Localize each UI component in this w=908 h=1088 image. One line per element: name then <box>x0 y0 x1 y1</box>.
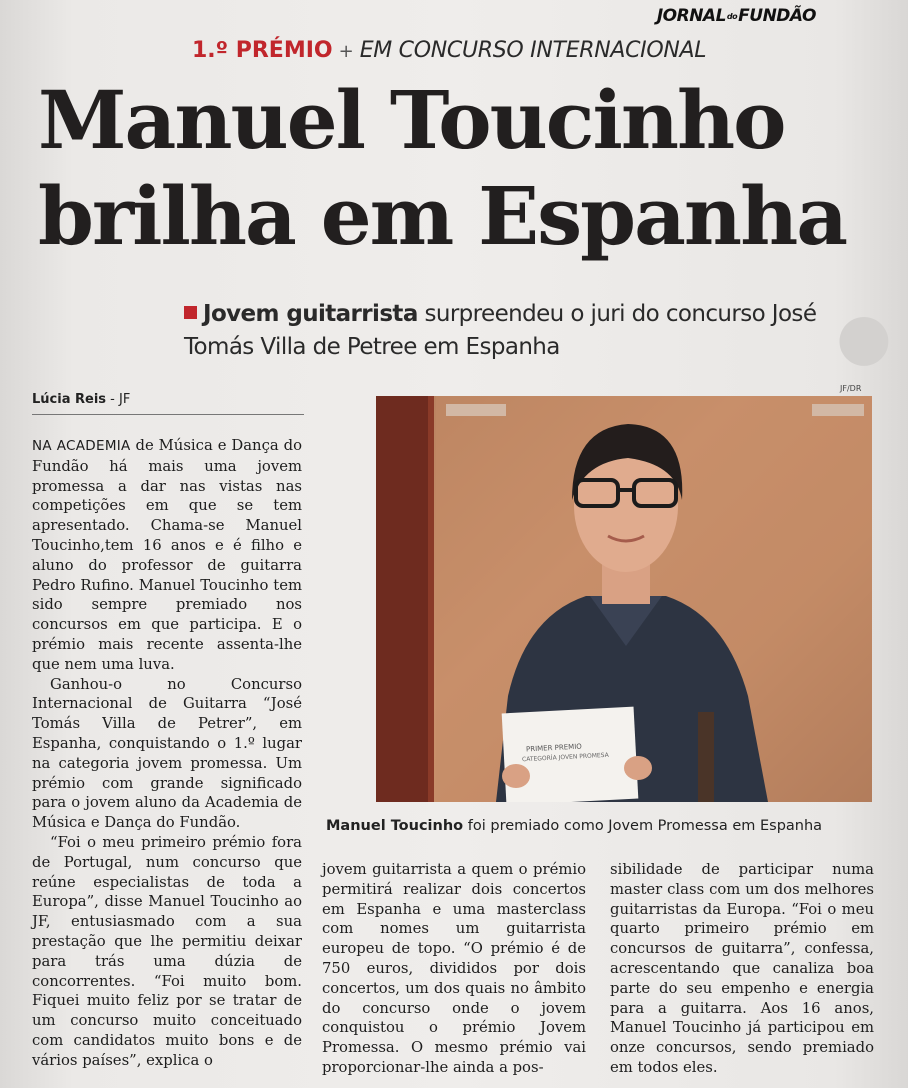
masthead-name-small: do <box>726 11 738 21</box>
article-paragraph-text: de Música e Dança do Fundão há mais uma jovem promessa a dar nas vistas nas competições em que se tem apresentado. Chama-se Manuel Toucinho,tem 16 anos e é filho e aluno do professor de guitarra Pedro Rufino. Manuel Toucinho tem sido sempre premiado nos concursos em que participa. E o prémio mais recente assenta-lhe que nem uma luva. <box>32 437 302 673</box>
article-paragraph <box>32 436 302 675</box>
article-paragraph: Ganhou-o no Concurso Internacional de Guitarra “José Tomás Villa de Petrer”, em Espanha, conquistando o 1.º lugar na categoria jovem promessa. Um prémio com grande significado para o jovem aluno da Academia de Música e Dança do Fundão. <box>32 675 302 832</box>
kicker-topic: EM CONCURSO INTERNACIONAL <box>359 38 707 63</box>
byline <box>32 392 130 407</box>
article-column-3 <box>610 860 874 1078</box>
article-column-1 <box>32 436 302 1071</box>
certificate-title: PRIMER PREMIO <box>525 742 582 754</box>
masthead <box>657 6 816 26</box>
article-paragraph: jovem guitarrista a quem o prémio permitirá realizar dois concertos em Espanha e uma masterclass com nomes um guitarrista europeu de topo. “O prémio é de 750 euros, divididos por dois concertos, um dos quais no âmbito do concurso onde o jovem conquistou o prémio Jovem Promessa. O mesmo prémio vai proporcionar-lhe ainda a pos- <box>322 861 586 1076</box>
subheadline-rest: surpreendeu o juri do concurso José Tomás Villa de Petree em Espanha <box>184 301 817 360</box>
headline-line-2: brilha em Espanha <box>38 169 847 263</box>
masthead-name-part1: JORNAL <box>656 6 726 26</box>
article-paragraph: “Foi o meu primeiro prémio fora de Portugal, num concurso que reúne especialistas de toda a Europa”, disse Manuel Toucinho ao JF, entusiasmado com a sua prestação que lhe permitiu deixar para trás uma dúzia de concorrentes. “Foi muito bom. Fiquei muito feliz por se tratar de um concurso muito conceituado com candidatos muito bons e de vários países”, explica o <box>32 833 302 1069</box>
portrait-illustration <box>376 396 872 802</box>
masthead-name-part2: FUNDÃO <box>738 6 816 26</box>
byline-separator: - <box>110 392 115 407</box>
kicker-prize: 1.º PRÉMIO <box>192 38 333 63</box>
article-drop-caps: NA ACADEMIA <box>32 438 131 454</box>
red-square-bullet-icon <box>184 306 197 319</box>
certificate-subtitle: CATEGORÍA JOVEN PROMESA <box>521 751 609 764</box>
kicker <box>192 38 706 63</box>
byline-outlet: JF <box>119 392 131 407</box>
article-column-2 <box>322 860 586 1078</box>
photo-caption <box>326 818 822 834</box>
byline-author: Lúcia Reis <box>32 392 107 407</box>
caption-text: foi premiado como Jovem Promessa em Espanha <box>467 818 823 834</box>
photo-credit: JF/DR <box>840 384 862 393</box>
byline-rule <box>32 414 304 415</box>
subheadline <box>184 298 844 364</box>
headline-line-1: Manuel Toucinho <box>38 73 785 167</box>
photo-manuel-toucinho <box>376 396 872 802</box>
caption-name: Manuel Toucinho <box>326 818 464 834</box>
show-through-ghost-text: ● <box>836 300 892 374</box>
kicker-separator: + <box>338 41 354 62</box>
article-paragraph: sibilidade de participar numa master class com um dos melhores guitarristas da Europa. “Foi o meu quarto primeiro prémio em concursos de guitarra”, confessa, acrescentando que canaliza boa parte do seu empenho e energia para a guitarra. Aos 16 anos, Manuel Toucinho já participou em onze concursos, sendo premiado em todos eles. <box>610 861 874 1076</box>
subheadline-lead: Jovem guitarrista <box>203 301 418 327</box>
headline <box>38 72 898 264</box>
